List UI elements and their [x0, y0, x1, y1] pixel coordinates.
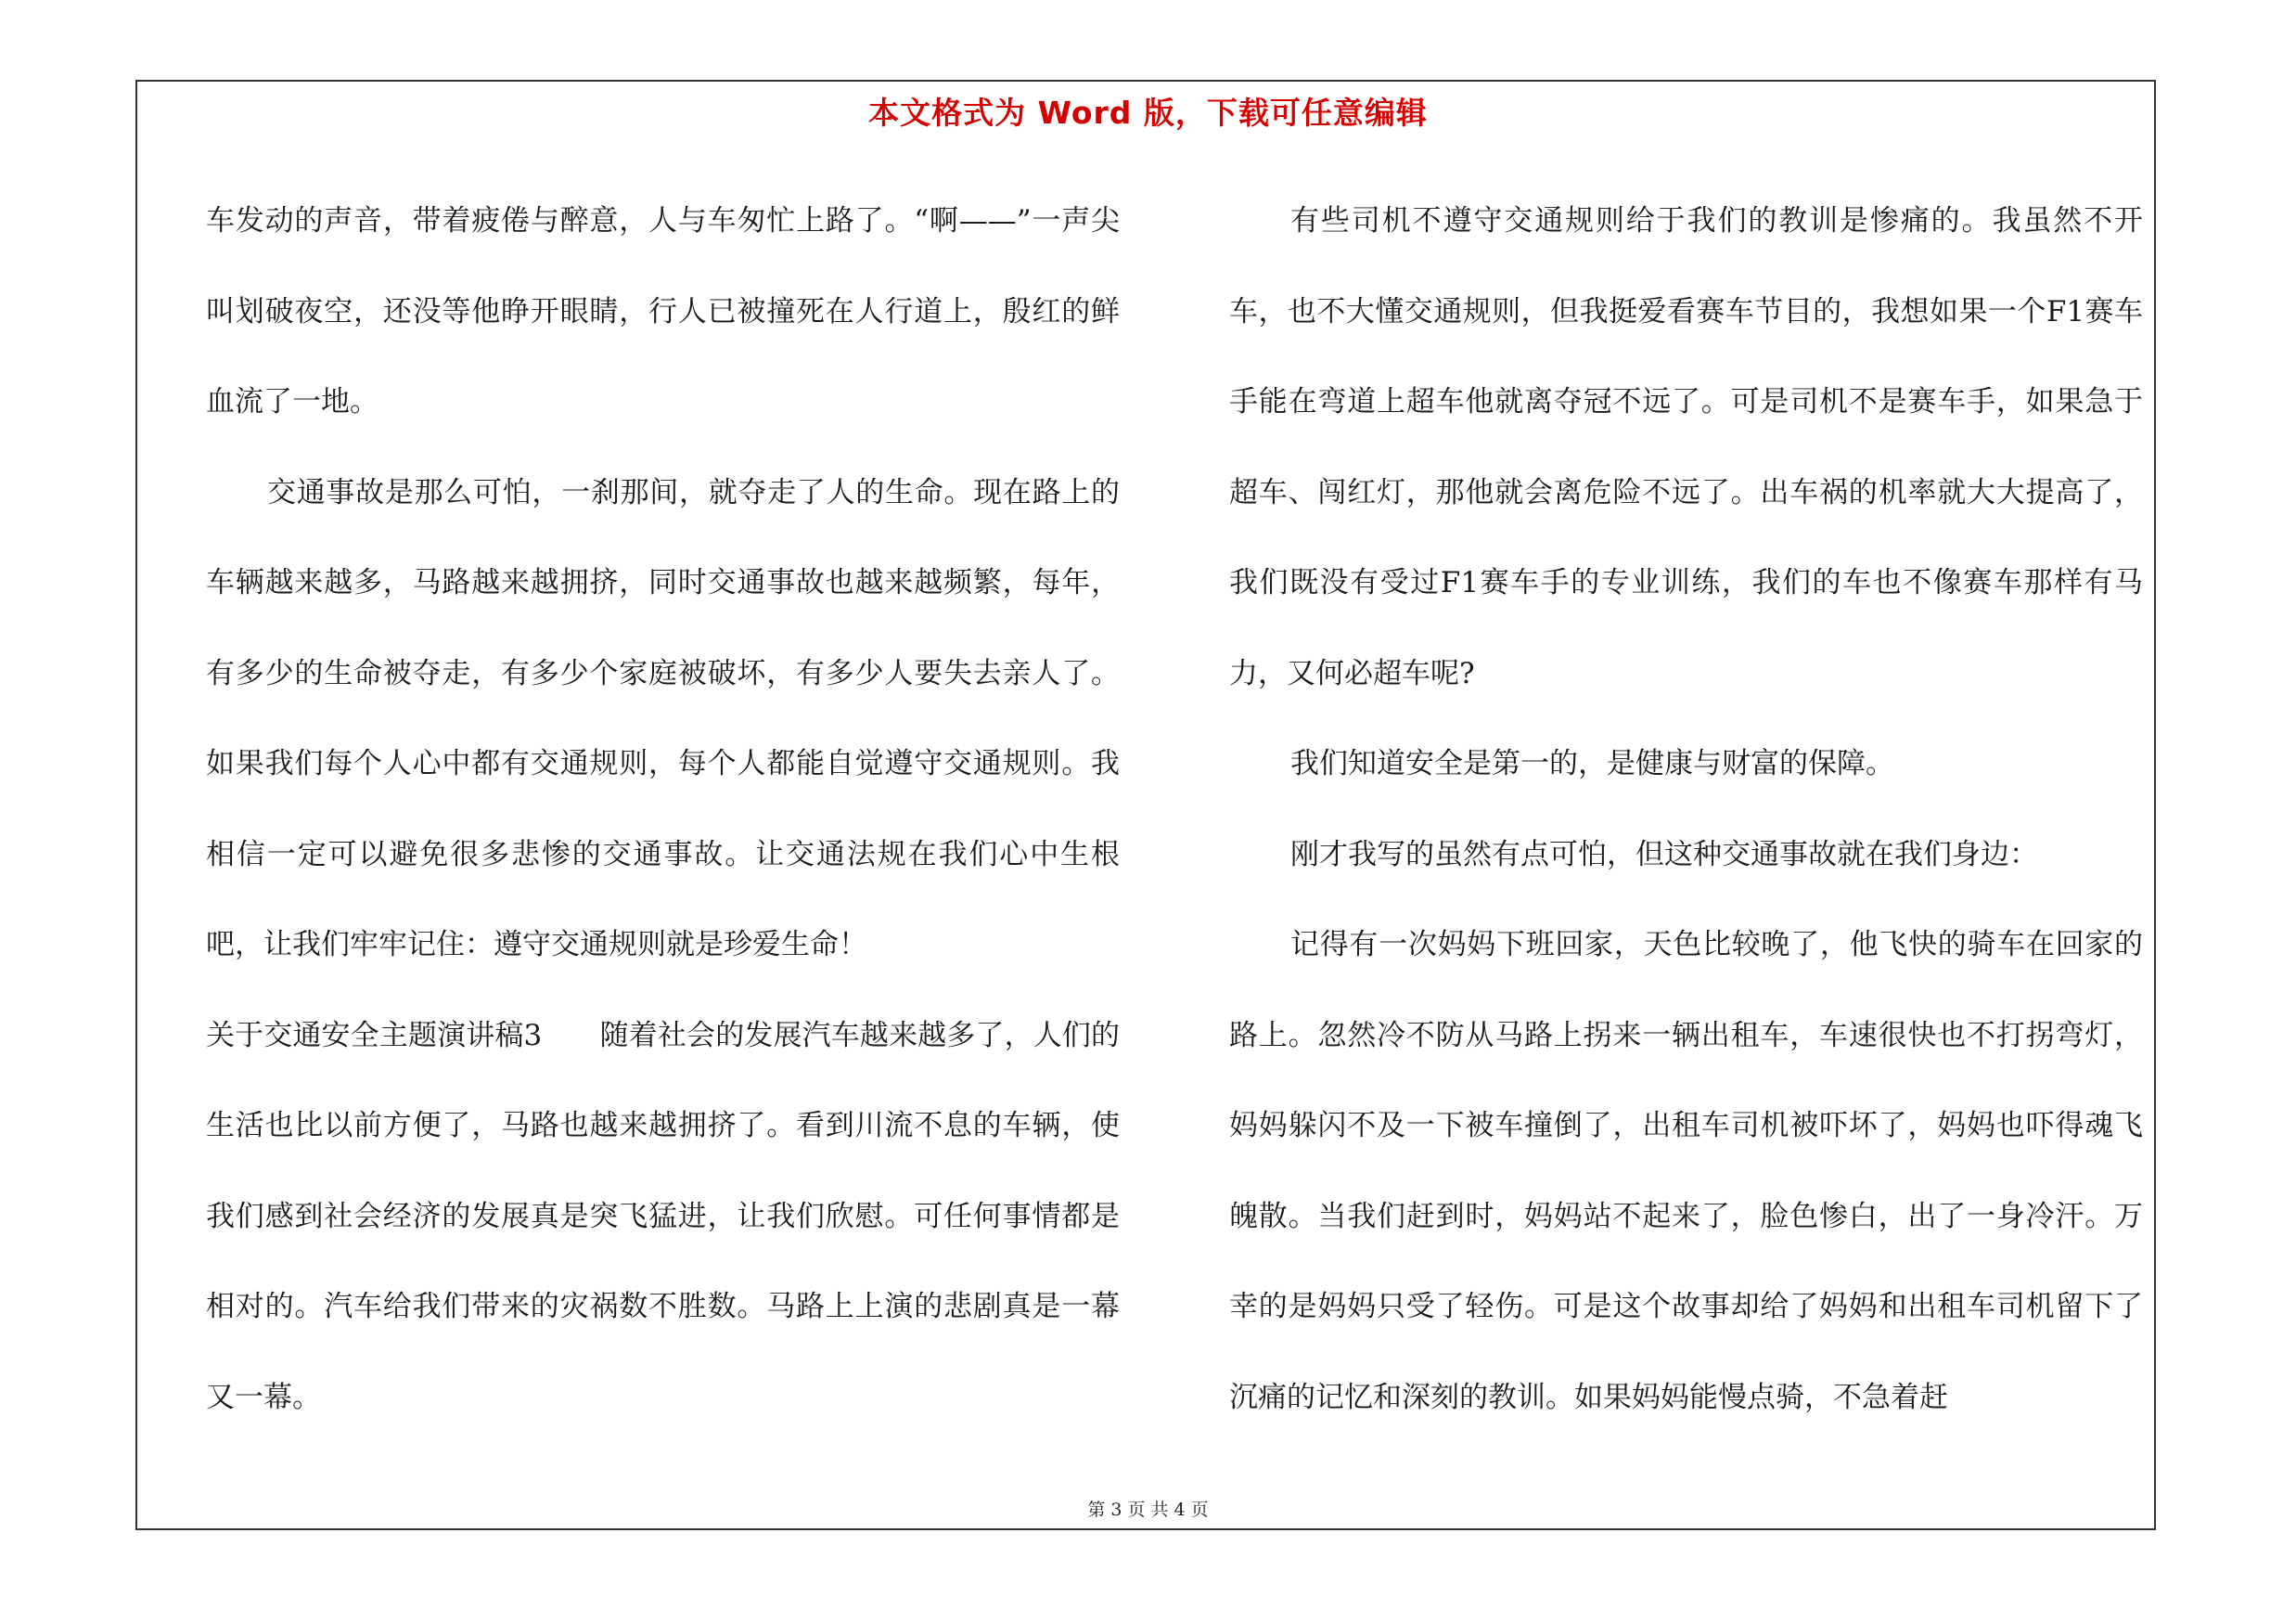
- right-column: [1229, 176, 2143, 1443]
- paragraph: 记得有一次妈妈下班回家，天色比较晚了，他飞快的骑车在回家的路上。忽然冷不防从马路上拐来一辆出租车，车速很快也不打拐弯灯，妈妈躲闪不及一下被车撞倒了，出租车司机被吓坏了，妈妈也吓得魂飞魄散。当我们赶到时，妈妈站不起来了，脸色惨白，出了一身冷汗。万幸的是妈妈只受了轻伤。可是这个故事却给了妈妈和出租车司机留下了沉痛的记忆和深刻的教训。如果妈妈能慢点骑，不急着赶: [1229, 928, 2143, 1414]
- word-format-notice: 本文格式为 Word 版，下载可任意编辑: [868, 95, 1428, 131]
- paragraph: 我们知道安全是第一的，是健康与财富的保障。: [1290, 747, 1894, 780]
- left-column: [206, 176, 1120, 1443]
- paragraph: 有些司机不遵守交通规则给于我们的教训是惨痛的。我虽然不开车，也不大懂交通规则，但我挺爱看赛车节目的，我想如果一个F1赛车手能在弯道上超车他就离夺冠不远了。可是司机不是赛车手，如果急于超车、闯红灯，那他就会离危险不远了。出车祸的机率就大大提高了，我们既没有受过F1赛车手的专业训练，我们的车也不像赛车那样有马力，又何必超车呢?: [1229, 204, 2143, 690]
- paragraph: 交通事故是那么可怕，一刹那间，就夺走了人的生命。现在路上的车辆越来越多，马路越来越拥挤，同时交通事故也越来越频繁，每年，有多少的生命被夺走，有多少个家庭被破坏，有多少人要失去亲人了。如果我们每个人心中都有交通规则，每个人都能自觉遵守交通规则。我相信一定可以避免很多悲惨的交通事故。让交通法规在我们心中生根吧，让我们牢牢记住：遵守交通规则就是珍爱生命！: [206, 475, 1120, 961]
- paragraph: 车发动的声音，带着疲倦与醉意，人与车匆忙上路了。“啊——”一声尖叫划破夜空，还没等他睁开眼睛，行人已被撞死在人行道上，殷红的鲜血流了一地。: [206, 204, 1120, 419]
- paragraph: 关于交通安全主题演讲稿3 随着社会的发展汽车越来越多了，人们的生活也比以前方便了，马路也越来越拥挤了。看到川流不息的车辆，使我们感到社会经济的发展真是突飞猛进，让我们欣慰。可任何事情都是相对的。汽车给我们带来的灾祸数不胜数。马路上上演的悲剧真是一幕又一幕。: [206, 1018, 1120, 1414]
- page-number: 第 3 页 共 4 页: [1087, 1500, 1209, 1520]
- paragraph: 刚才我写的虽然有点可怕，但这种交通事故就在我们身边：: [1290, 837, 2038, 871]
